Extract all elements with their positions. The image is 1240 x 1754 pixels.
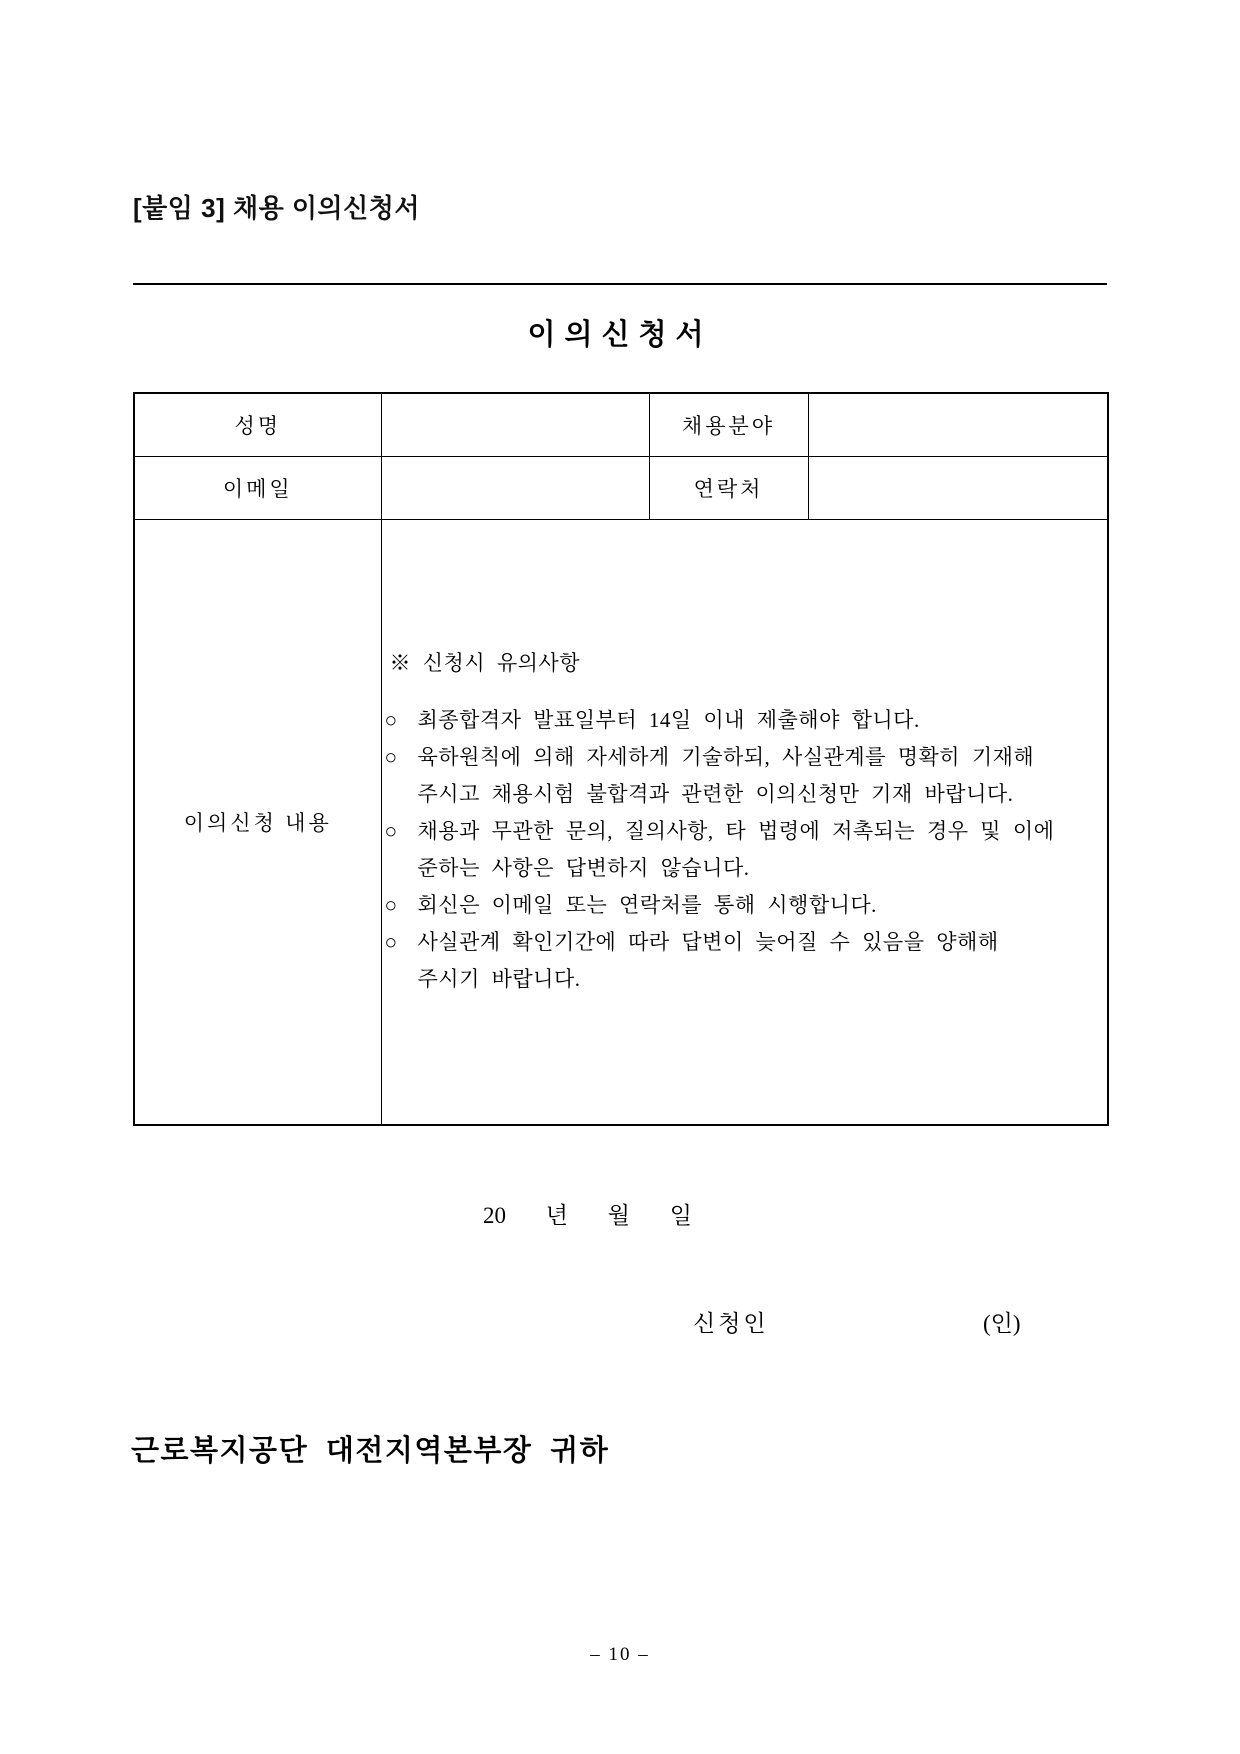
table-row-email xyxy=(134,456,1108,519)
content-label-cell: 이의신청 내용 xyxy=(134,519,381,1125)
note-item xyxy=(382,924,1108,998)
top-rule xyxy=(133,283,1107,285)
note-item xyxy=(382,739,1108,813)
circle-bullet-icon: ○ xyxy=(384,819,398,844)
date-day-label: 일 xyxy=(669,1203,692,1228)
date-line xyxy=(133,1197,1107,1230)
note-line: 회신은 이메일 또는 연락처를 통해 시행합니다. xyxy=(417,893,877,918)
applicant-label: 신청인 xyxy=(693,1311,769,1336)
note-line: 최종합격자 발표일부터 14일 이내 제출해야 합니다. xyxy=(417,708,920,733)
job-field-value-cell xyxy=(808,393,1108,456)
table-row-name xyxy=(134,393,1108,456)
note-line: 준하는 사항은 답변하지 않습니다. xyxy=(417,856,750,881)
date-year-label: 년 xyxy=(545,1203,568,1228)
email-value-cell xyxy=(381,456,649,519)
note-line: 육하원칙에 의해 자세하게 기술하되, 사실관계를 명확히 기재해 xyxy=(417,745,1035,770)
name-value-cell xyxy=(381,393,649,456)
table-row-content xyxy=(134,519,1108,1125)
email-label-cell: 이메일 xyxy=(134,456,381,519)
objection-form-table xyxy=(133,392,1109,1126)
circle-bullet-icon: ○ xyxy=(384,708,398,733)
note-item xyxy=(382,887,1108,924)
note-line: 채용과 무관한 문의, 질의사항, 타 법령에 저촉되는 경우 및 이에 xyxy=(417,819,1055,844)
date-month-label: 월 xyxy=(607,1203,630,1228)
contact-label-cell: 연락처 xyxy=(649,456,808,519)
attachment-label: [붙임 3] 채용 이의신청서 xyxy=(133,193,420,223)
job-field-label-cell: 채용분야 xyxy=(649,393,808,456)
recipient-line: 근로복지공단 대전지역본부장 귀하 xyxy=(131,1435,610,1467)
notes-header: ※ 신청시 유의사항 xyxy=(389,651,581,676)
date-year-prefix: 20 xyxy=(483,1203,506,1228)
signature-line xyxy=(133,1305,1107,1337)
circle-bullet-icon: ○ xyxy=(384,745,398,770)
page-number: – 10 – xyxy=(590,1644,650,1665)
circle-bullet-icon: ○ xyxy=(384,893,398,918)
note-item xyxy=(382,813,1108,887)
circle-bullet-icon: ○ xyxy=(384,930,398,955)
note-line: 주시기 바랍니다. xyxy=(417,967,581,992)
seal-label: (인) xyxy=(983,1311,1021,1336)
note-item xyxy=(382,702,1108,739)
note-line: 주시고 채용시험 불합격과 관련한 이의신청만 기재 바랍니다. xyxy=(417,782,1014,807)
content-cell xyxy=(381,519,1108,1125)
note-line: 사실관계 확인기간에 따라 답변이 늦어질 수 있음을 양해해 xyxy=(417,930,999,955)
form-title: 이의신청서 xyxy=(527,319,713,351)
contact-value-cell xyxy=(808,456,1108,519)
name-label-cell: 성명 xyxy=(134,393,381,456)
